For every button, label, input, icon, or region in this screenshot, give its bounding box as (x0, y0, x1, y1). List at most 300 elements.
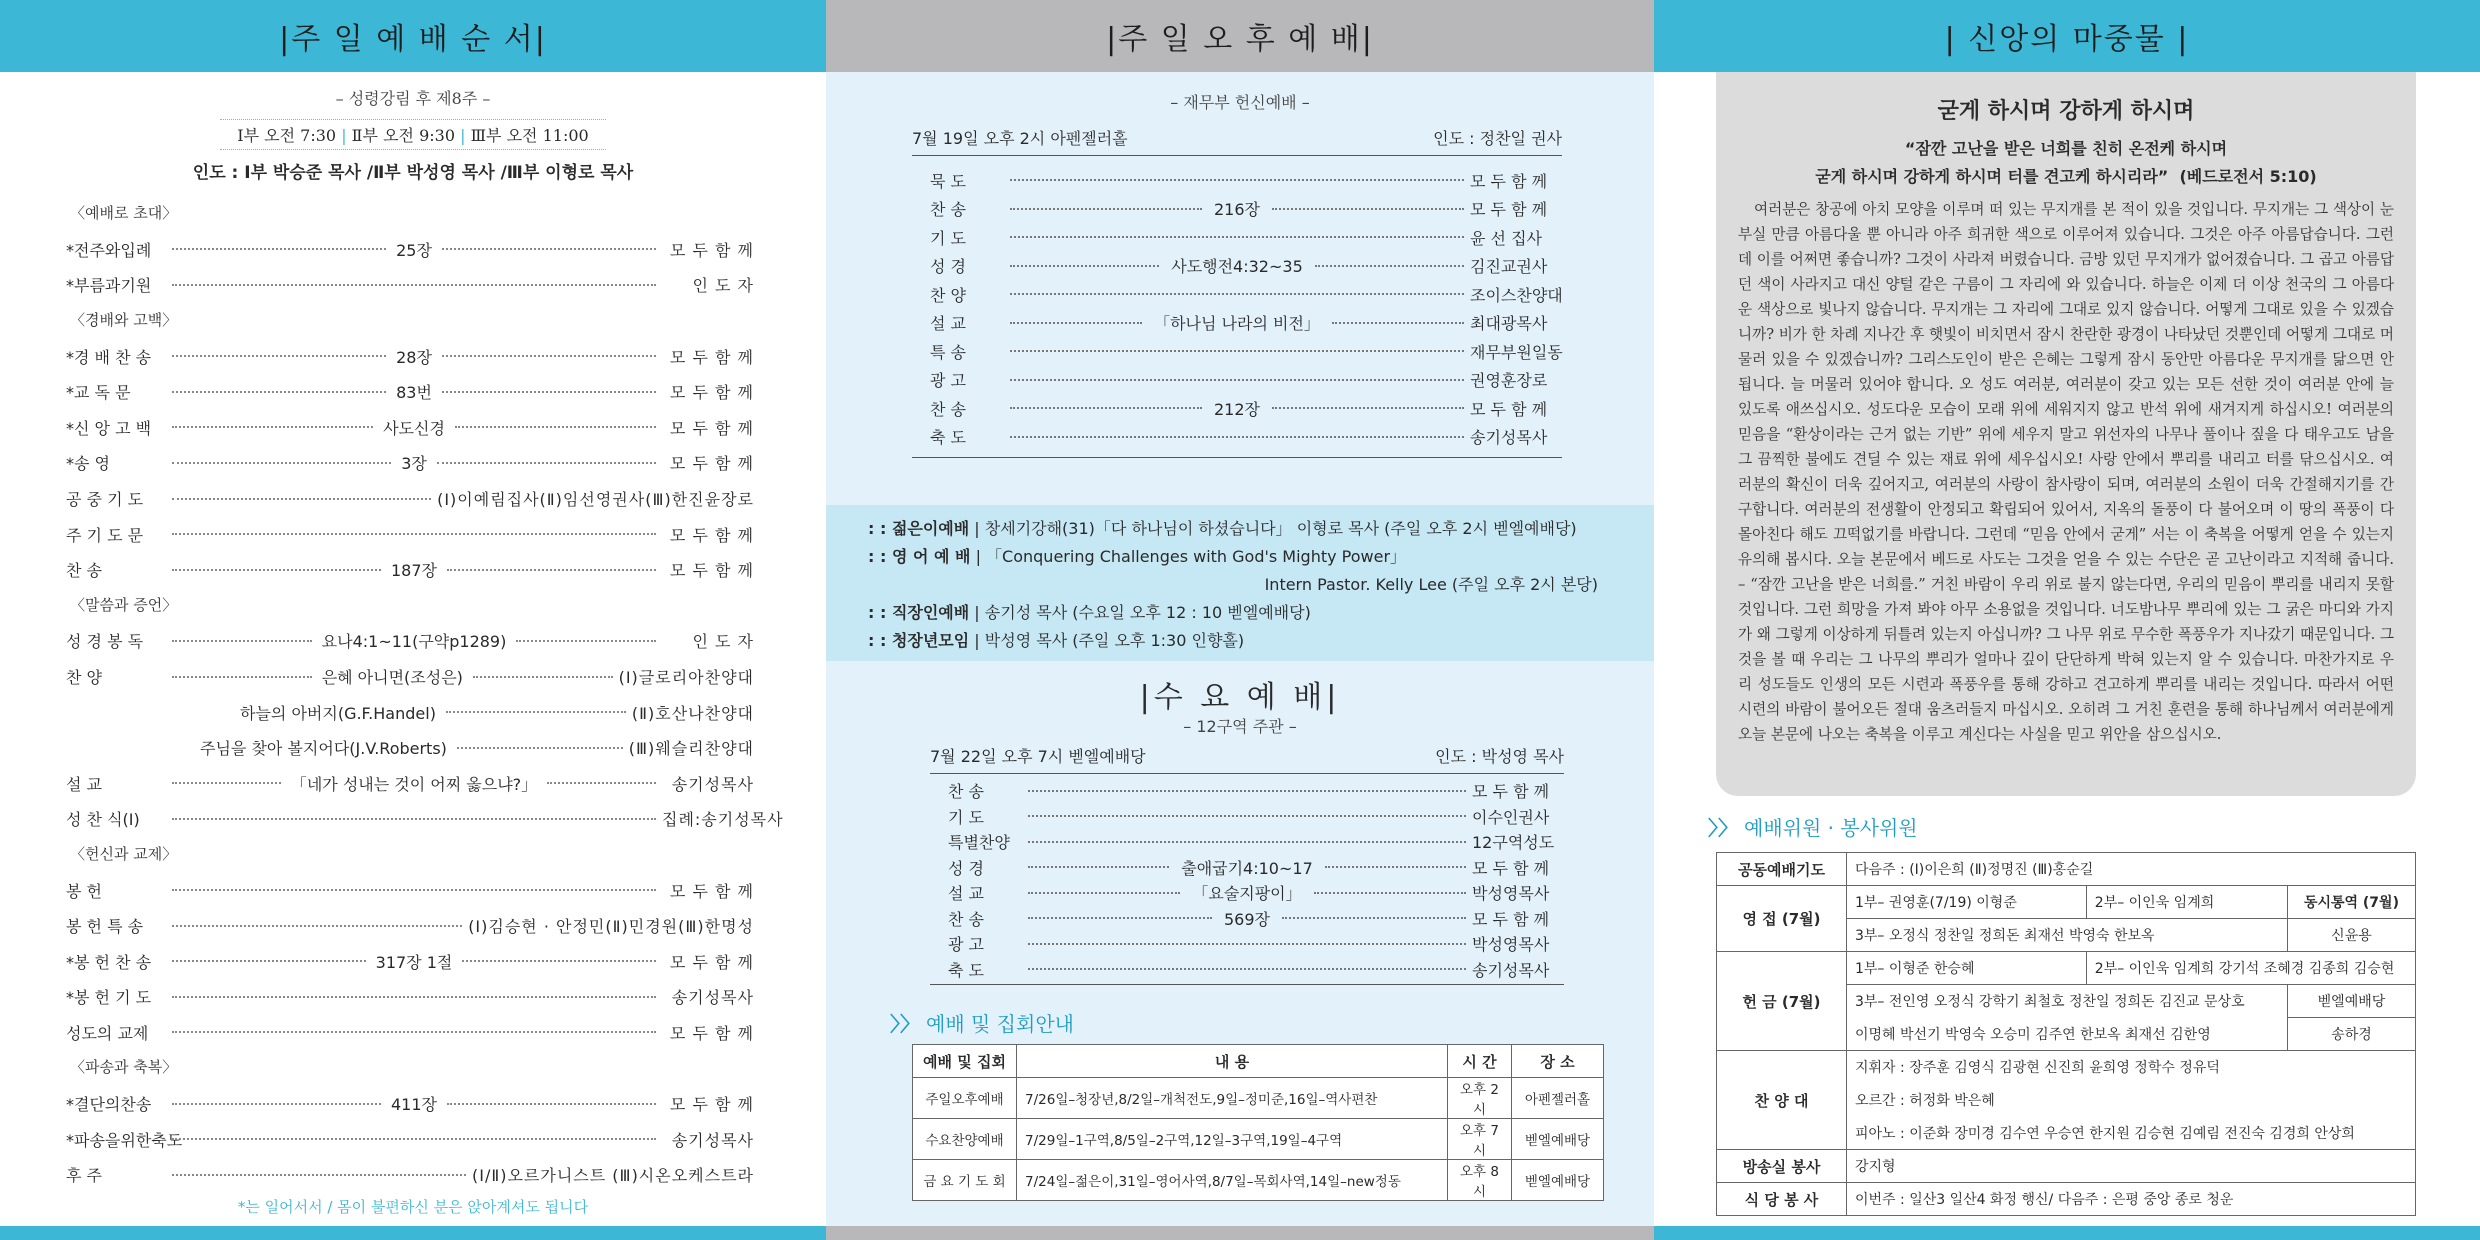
order-detail: 187장 (387, 558, 441, 581)
row-header: 영 접 (7월) (1717, 886, 1847, 952)
col2-footer-bar (826, 1226, 1654, 1240)
dotted-leader (172, 782, 281, 784)
order-person: 모 두 함 께 (1470, 200, 1548, 220)
dotted-leader (1028, 892, 1180, 894)
section-heading: 〈경배와 고백〉 (70, 310, 178, 329)
order-label: 성 경 (930, 257, 966, 277)
wednesday-order (930, 744, 1564, 985)
table-cell: 7/24일–젊은이,31일–영어사역,8/7일–목회사역,14일–new정동 (1017, 1160, 1448, 1201)
order-row (66, 232, 754, 268)
row-value: 오르간 : 허정화 박은혜 (1847, 1084, 2416, 1117)
row-value: 벧엘예배당 (2287, 985, 2415, 1018)
row-value: 지휘자 : 장주훈 김영식 김광현 신진희 윤희영 정학수 정유덕 (1847, 1051, 2416, 1084)
order-person: 모 두 함 께 (669, 1023, 754, 1043)
dotted-leader (1272, 208, 1464, 210)
divider (930, 984, 1564, 985)
table-cell: 오후 8시 (1448, 1160, 1512, 1201)
row-value: 2부– 이인욱 임계희 (2086, 886, 2287, 919)
table-header-row (913, 1045, 1604, 1078)
order-label: 설 교 (66, 774, 102, 794)
order-detail: 「요술지팡이」 (1192, 884, 1302, 904)
service-info-line (868, 515, 1654, 543)
dotted-leader (442, 248, 656, 250)
order-row (66, 374, 754, 410)
order-list (66, 196, 784, 1193)
order-row (912, 223, 1562, 252)
dotted-leader (172, 462, 391, 464)
table-cell: 벧엘예배당 (1512, 1119, 1604, 1160)
col3-footer-bar (1654, 1226, 2480, 1240)
table-header: 시 간 (1448, 1045, 1512, 1078)
dotted-leader (1010, 379, 1464, 381)
service-name: : : 젊은이예배 (868, 519, 970, 538)
wednesday-date: 7월 22일 오후 7시 벧엘예배당 (930, 747, 1146, 766)
order-row (66, 979, 754, 1015)
service-detail: | 박성영 목사 (주일 오후 1:30 인향홀) (969, 631, 1245, 650)
table-row (1717, 853, 2416, 886)
order-detail: 요나4:1~11(구약p1289) (318, 629, 511, 652)
guide-table (912, 1044, 1604, 1201)
order-row (930, 804, 1564, 830)
order-detail: 569장 (1224, 909, 1270, 929)
section-heading: 〈말씀과 증언〉 (70, 595, 178, 614)
dotted-leader (1315, 265, 1464, 267)
order-detail: 하늘의 아버지(G.F.Handel) (236, 701, 440, 724)
order-label: *봉 헌 찬 송 (66, 952, 152, 972)
order-detail: 사도행전4:32~35 (1171, 257, 1303, 277)
dotted-leader (1028, 841, 1466, 843)
wednesday-subtitle: – 12구역 주관 – (1183, 717, 1297, 736)
order-person: 모 두 함 께 (1470, 399, 1548, 419)
order-person: 모 두 함 께 (1472, 858, 1550, 878)
order-detail: 83번 (392, 380, 436, 403)
order-person: 송기성목사 (1470, 428, 1548, 448)
order-detail: 411장 (387, 1092, 441, 1115)
dotted-leader (1010, 407, 1202, 409)
row-value: 1부– 이형준 한승혜 (1847, 952, 2087, 985)
devotional-title: 굳게 하시며 강하게 하시며 (1937, 99, 2195, 124)
devotional-quote (1738, 135, 2394, 191)
order-person: 송기성목사 (671, 1130, 754, 1150)
order-row (912, 394, 1562, 423)
dotted-leader (172, 426, 373, 428)
order-person: 모 두 함 께 (669, 561, 754, 581)
dotted-leader (1010, 350, 1464, 352)
dotted-leader (442, 391, 656, 393)
order-label: 축 도 (930, 428, 966, 448)
order-person: 인 도 자 (692, 276, 754, 296)
dotted-leader (172, 391, 386, 393)
order-person: 이수인권사 (1472, 807, 1550, 827)
order-row (66, 445, 754, 481)
order-label: 특 송 (930, 342, 966, 362)
separator: | (341, 126, 352, 145)
col1-title: |주 일 예 배 순 서| (0, 0, 826, 72)
order-label: 봉 헌 특 송 (66, 917, 144, 937)
dotted-leader (547, 782, 656, 784)
order-label: 후 주 (66, 1166, 102, 1186)
dotted-leader (455, 426, 656, 428)
row-value: 강지형 (1847, 1150, 2416, 1183)
row-value: 1부– 권영훈(7/19) 이형준 (1847, 886, 2087, 919)
order-person: 모 두 함 께 (669, 881, 754, 901)
table-cell: 금 요 기 도 회 (913, 1160, 1017, 1201)
staff-title-text: 예배위원 · 봉사위원 (1744, 816, 1918, 840)
dotted-leader (442, 355, 656, 357)
afternoon-date: 7월 19일 오후 2시 아펜젤러홀 (912, 129, 1128, 148)
order-row (66, 1121, 754, 1157)
row-header: 찬 양 대 (1717, 1051, 1847, 1150)
dotted-leader (1028, 943, 1466, 945)
col2-subtitle: – 재무부 헌신예배 – (1170, 93, 1310, 112)
order-person: 박성영목사 (1472, 935, 1550, 955)
order-row (930, 931, 1564, 957)
devotional-body: 여러분은 창공에 아치 모양을 이루며 떠 있는 무지개를 본 적이 있을 것입니다. 무지개는 그 색상이 눈부실 만큼 아름다울 뿐 아니라 아주 희귀한 색으로 이루어져 있습니다. 그것은 아주 아름답습니다. 그런데 이를 어쩌면 좋습니까? 그것이 사라져 버렸습니다. 금방 있던 무지개가 없어졌습니다. 그 곱고 아름답던 색이 사라지고 대신 양털 같은 구름이 그 자리에 와 있습니다. 하늘은 이제 더 이상 천국의 그 아름다운 색상으로 빛나지 않습니다. 무지개는 그 자리에 그대로 있지 않습니다. 어떻게 그대로 있을 수 있겠습니까? 비가 한 차례 지나간 후 햇빛이 비치면서 잠시 찬란한 광경이 나타났던 것뿐인데 어떻게 그대로 머물러 있을 수 있겠습니까? 그리스도인이 받은 은혜는 그렇게 잠시 동안만 아름다운 무지개를 닮으면 안 됩니다. 늘 머물러 있어야 합니다. 오 성도 여러분, 여러분이 갖고 있는 모든 선한 것이 여러분 안에 늘 있도록 애쓰십시오. 성도다운 모습이 모래 위에 세워지지 않고 반석 위에 새겨지게 하십시오! 여러분의 믿음을 “환상이라는 근거 없는 기반” 위에 세우지 말고 위선자의 나무나 풀이나 짚을 다 태우고도 남을 그 끔찍한 불에도 견딜 수 있는 재료 위에 세우십시오! 사랑 안에서 뿌리를 내리고 터를 닦으십시오. 여러분의 확신이 더욱 깊어지고, 여러분의 사랑이 참사랑이 되며, 여러분의 소원이 더욱 간절해지기를 간구합니다. 여러분의 전생활이 안정되고 확립되어 있어서, 지옥의 돌풍이 다 불어오며 이 땅의 폭풍이 다 몰아친다 해도 끄떡없기를 바랍니다. 그런데 “믿음 안에서 굳게” 서는 이 축복을 어떻게 얻을 수 있는지 유의해 봅시다. 오늘 본문에서 베드로 사도는 그것을 얻을 수 있는 수단은 곧 고난이라고 지적해 줍니다. – “잠깐 고난을 받은 너희를.” 거친 바람이 우리 위로 불지 않는다면, 우리의 믿음이 뿌리를 내리지 못할 것입니다. 그런 희망을 가져 봐야 아무 소용없을 것입니다. 너도밤나무 뿌리에 있는 그 굵은 마디와 가지가 왜 그렇게 이상하게 뒤틀려 있는지 아십니까? 그 나무 위로 무수한 폭풍우가 지나갔기 때문입니다. 그것을 볼 때 우리는 그 나무의 뿌리가 얼마나 깊이 단단하게 박혀 있는지 알 수 있습니다. 마찬가지로 우리 성도들도 인생의 모든 시련과 폭풍우를 통해 강하고 견고하게 뿌리를 내리는 것입니다. 따라서 어떤 시련의 바람이 불어오든 절대 움츠러들지 마십시오. 오히려 그 거친 훈련을 통해 하나님께서 여러분에게 오늘 본문에 나오는 축복을 이루고 계신다는 사실을 믿고 위안을 삼으십시오. (1738, 201, 2394, 743)
table-row (1717, 952, 2416, 985)
order-person: 송기성목사 (671, 774, 754, 794)
row-value: 3부– 전인영 오정식 강학기 최철호 정찬일 정희돈 김진교 문상호 (1847, 985, 2288, 1018)
dotted-leader (172, 1031, 656, 1033)
order-label: *신 앙 고 백 (66, 418, 152, 438)
order-label: 찬 양 (930, 285, 966, 305)
dotted-leader (447, 569, 656, 571)
order-row (912, 337, 1562, 366)
order-detail: 「네가 성내는 것이 어찌 옳으냐?」 (287, 772, 541, 795)
table-row (1717, 1051, 2416, 1084)
order-person: 모 두 함 께 (669, 1095, 754, 1115)
double-chevron-icon: 〉〉 (1708, 816, 1738, 840)
order-label: 성 경 봉 독 (66, 632, 144, 652)
afternoon-order (912, 126, 1562, 458)
separator: | (460, 126, 471, 145)
standing-note: *는 일어서서 / 몸이 불편하신 분은 앉아계셔도 됩니다 (237, 1198, 589, 1216)
dotted-leader (1028, 815, 1466, 817)
order-label: 묵 도 (930, 171, 966, 191)
row-value: 다음주 : (Ⅰ)이은희 (Ⅱ)정명진 (Ⅲ)홍순길 (1847, 853, 2416, 886)
table-row (913, 1119, 1604, 1160)
quote-line-1: “잠깐 고난을 받은 너희를 친히 온전케 하시며 (1904, 139, 2228, 158)
order-person: 모 두 함 께 (669, 240, 755, 260)
service-name: : : 청장년모임 (868, 631, 970, 650)
order-person: (Ⅰ/Ⅱ)오르가니스트 (Ⅲ)시온오케스트라 (472, 1166, 754, 1186)
order-label: 찬 양 (66, 668, 102, 688)
order-person: 모 두 함 께 (669, 418, 755, 438)
row-header: 헌 금 (7월) (1717, 952, 1847, 1051)
order-label: 찬 송 (948, 909, 984, 929)
order-detail: 출애굽기4:10~17 (1181, 858, 1313, 878)
order-label: 성 경 (948, 858, 984, 878)
order-person: 송기성목사 (1472, 960, 1550, 980)
order-label: *봉 헌 기 도 (66, 988, 152, 1008)
order-person: 모 두 함 께 (1472, 782, 1550, 802)
col2-title: |주 일 오 후 예 배| (826, 0, 1654, 72)
order-person: 조이스찬양대 (1470, 285, 1563, 305)
order-detail: 주님을 찾아 볼지어다(J.V.Roberts) (196, 736, 451, 759)
order-detail: 사도신경 (379, 416, 449, 439)
order-person: 모 두 함 께 (669, 383, 755, 403)
order-row (66, 766, 754, 802)
worship-order-column (0, 0, 826, 1240)
order-row (66, 410, 754, 446)
dotted-leader (1010, 293, 1464, 295)
order-row (66, 908, 754, 944)
order-person: 윤 선 집사 (1470, 228, 1542, 248)
row-value: 이번주 : 일산3 일산4 화정 행신/ 다음주 : 은평 중앙 종로 청운 (1847, 1183, 2416, 1216)
dotted-leader (516, 640, 656, 642)
row-value: 3부– 오정식 정찬일 정희돈 최재선 박영숙 한보옥 (1847, 919, 2288, 952)
order-row (66, 516, 754, 552)
order-label: 찬 송 (66, 561, 102, 581)
dotted-leader (172, 355, 386, 357)
order-row (66, 267, 754, 303)
order-person: 재무부원일동 (1470, 342, 1563, 362)
wednesday-leader: 인도 : 박성영 목사 (1435, 747, 1564, 766)
service-time-1: Ⅰ부 오전 7:30 (237, 126, 337, 145)
section-heading: 〈파송과 축복〉 (70, 1058, 178, 1077)
service-info-line (868, 599, 1654, 627)
order-detail: 28장 (392, 345, 436, 368)
order-row (912, 366, 1562, 395)
order-detail: 317장 1절 (372, 950, 457, 973)
order-person: (Ⅰ)김승현 · 안정민(Ⅱ)민경원(Ⅲ)한명성 (468, 917, 754, 937)
dotted-leader (172, 533, 656, 535)
dotted-leader (447, 1103, 656, 1105)
order-row (66, 943, 754, 979)
order-row (930, 778, 1564, 804)
other-services-band (826, 505, 1654, 661)
order-label: 기 도 (930, 228, 966, 248)
order-label: 광 고 (930, 371, 966, 391)
order-row (66, 338, 754, 374)
dotted-leader (1314, 892, 1466, 894)
table-row (913, 1160, 1604, 1201)
order-label: *송 영 (66, 454, 110, 474)
order-person: 최대광목사 (1470, 314, 1548, 334)
table-row (913, 1078, 1604, 1119)
dotted-leader (172, 284, 656, 286)
order-row (66, 872, 754, 908)
table-cell: 수요찬양예배 (913, 1119, 1017, 1160)
dotted-leader (172, 925, 462, 927)
dotted-leader (1010, 236, 1464, 238)
dotted-leader (1325, 866, 1466, 868)
order-person: 12구역성도 (1472, 833, 1555, 853)
service-times (220, 119, 606, 150)
quote-line-2: 굳게 하시며 강하게 하시며 터를 견고케 하시리라” (1815, 167, 2169, 186)
divider (912, 457, 1562, 458)
row-value: 이명혜 박선기 박영숙 오승미 김주연 한보옥 최재선 김한영 (1847, 1018, 2288, 1051)
order-person: (Ⅰ)이예림집사(Ⅱ)임선영권사(Ⅲ)한진윤장로 (437, 490, 754, 510)
service-detail: | 「Conquering Challenges with God's Mighty Power」 (970, 547, 1407, 566)
order-label: 기 도 (948, 807, 984, 827)
staff-section-title (1708, 812, 1918, 841)
service-leaders: 인도 : Ⅰ부 박승준 목사 /Ⅱ부 박성영 목사 /Ⅲ부 이형로 목사 (192, 163, 634, 183)
service-time-2: Ⅱ부 오전 9:30 (351, 126, 456, 145)
order-detail: 은혜 아니면(조성은) (318, 665, 467, 688)
wednesday-order-list (930, 774, 1564, 982)
service-name: : : 영 어 예 배 (868, 547, 971, 566)
order-person: 인 도 자 (692, 632, 755, 652)
order-row (912, 166, 1562, 195)
guide-table-body (913, 1078, 1604, 1201)
order-label: 설 교 (948, 884, 984, 904)
row-header: 방송실 봉사 (1717, 1150, 1847, 1183)
row-value: 동시통역 (7월) (2287, 886, 2415, 919)
order-row (66, 481, 754, 517)
dotted-leader (172, 498, 431, 500)
quote-reference: (베드로전서 5:10) (2179, 167, 2317, 186)
order-detail: 216장 (1214, 200, 1260, 220)
order-person: (Ⅱ)호산나찬양대 (631, 703, 754, 723)
dotted-leader (172, 1138, 656, 1140)
dotted-leader (1010, 265, 1159, 267)
order-row (912, 195, 1562, 224)
order-detail: 25장 (392, 238, 436, 261)
order-label: *경 배 찬 송 (66, 347, 152, 367)
table-header: 내 용 (1017, 1045, 1448, 1078)
table-row (1717, 1150, 2416, 1183)
dotted-leader (1028, 866, 1169, 868)
staff-table (1716, 852, 2416, 1216)
order-row (930, 880, 1564, 906)
section-heading: 〈예배로 초대〉 (70, 204, 178, 222)
table-header: 예배 및 집회 (913, 1045, 1017, 1078)
wednesday-title: |수 요 예 배| (1139, 680, 1341, 715)
order-label: 광 고 (948, 935, 984, 955)
order-person: 모 두 함 께 (1470, 171, 1548, 191)
order-row (912, 252, 1562, 281)
section-heading: 〈헌신과 교제〉 (70, 844, 178, 863)
dotted-leader (1010, 208, 1202, 210)
order-person: 모 두 함 께 (669, 952, 754, 972)
service-detail: Intern Pastor. Kelly Lee (주일 오후 2시 본당) (1264, 575, 1598, 594)
dotted-leader (172, 996, 656, 998)
order-label: *교 독 문 (66, 383, 131, 403)
devotional-card (1716, 72, 2416, 796)
order-row (66, 1015, 754, 1051)
afternoon-meta (912, 126, 1562, 156)
order-row (912, 309, 1562, 338)
table-cell: 주일오후예배 (913, 1078, 1017, 1119)
order-label: *결단의찬송 (66, 1095, 152, 1115)
order-row (930, 855, 1564, 881)
table-cell: 아펜젤러홀 (1512, 1078, 1604, 1119)
row-header: 식 당 봉 사 (1717, 1183, 1847, 1216)
table-row (1717, 1183, 2416, 1216)
wednesday-meta (930, 744, 1564, 774)
order-person: 집례:송기성목사 (662, 810, 784, 830)
dotted-leader (172, 676, 312, 678)
dotted-leader (172, 818, 656, 820)
order-label: 설 교 (930, 314, 966, 334)
dotted-leader (1010, 436, 1464, 438)
dotted-leader (446, 711, 626, 713)
service-detail: | 송기성 목사 (수요일 오후 12 : 10 벧엘예배당) (969, 603, 1311, 622)
dotted-leader (437, 462, 656, 464)
order-detail: 「하나님 나라의 비전」 (1154, 314, 1320, 334)
order-label: *파송을위한축도 (66, 1130, 183, 1150)
order-label: 찬 송 (930, 200, 966, 220)
order-person: 모 두 함 께 (669, 525, 754, 545)
dotted-leader (1028, 790, 1466, 792)
order-row (66, 730, 754, 766)
order-label: 주 기 도 문 (66, 525, 144, 545)
table-cell: 오후 2시 (1448, 1078, 1512, 1119)
table-cell: 7/29일–1구역,8/5일–2구역,12일–3구역,19일–4구역 (1017, 1119, 1448, 1160)
order-label: 찬 송 (948, 782, 984, 802)
order-row (930, 906, 1564, 932)
dotted-leader (1028, 968, 1466, 970)
order-person: 모 두 함 께 (669, 454, 755, 474)
dotted-leader (1282, 917, 1466, 919)
dotted-leader (1010, 179, 1464, 181)
double-chevron-icon: 〉〉 (890, 1012, 920, 1036)
service-info-line (868, 543, 1654, 571)
order-person: (Ⅰ)글로리아찬양대 (618, 668, 754, 688)
order-person: 모 두 함 께 (669, 347, 755, 367)
service-detail: | 창세기강해(31)「다 하나님이 하셨습니다」 이형로 목사 (주일 오후 2시 벧엘예배당) (969, 519, 1577, 538)
row-header: 공동예배기도 (1717, 853, 1847, 886)
dotted-leader (1010, 322, 1142, 324)
dotted-leader (1332, 322, 1464, 324)
order-person: (Ⅲ)웨슬리찬양대 (628, 739, 754, 759)
dotted-leader (172, 1174, 466, 1176)
dotted-leader (172, 640, 312, 642)
order-row (66, 801, 784, 837)
table-cell: 벧엘예배당 (1512, 1160, 1604, 1201)
dotted-leader (172, 889, 656, 891)
order-row (66, 552, 754, 588)
dotted-leader (172, 569, 381, 571)
guide-title-text: 예배 및 집회안내 (926, 1012, 1074, 1036)
row-value: 신윤용 (2287, 919, 2415, 952)
service-info-line (868, 627, 1654, 655)
table-row (1717, 886, 2416, 919)
order-label: *부름과기원 (66, 276, 152, 296)
table-cell: 오후 7시 (1448, 1119, 1512, 1160)
order-row (66, 694, 754, 730)
dotted-leader (1028, 917, 1212, 919)
order-row (912, 423, 1562, 452)
order-row (66, 1086, 754, 1122)
order-label: 특별찬양 (948, 833, 1010, 853)
order-person: 박성영목사 (1472, 884, 1550, 904)
dotted-leader (457, 747, 623, 749)
service-info-line (868, 571, 1654, 599)
service-name: : : 직장인예배 (868, 603, 970, 622)
order-person: 송기성목사 (671, 988, 754, 1008)
order-label: 찬 송 (930, 399, 966, 419)
order-label: 공 중 기 도 (66, 490, 144, 510)
order-row (66, 1157, 754, 1193)
dotted-leader (1272, 407, 1464, 409)
row-value: 2부– 이인욱 임계희 강기석 조혜경 김종희 김승현 (2086, 952, 2415, 985)
order-label: 축 도 (948, 960, 984, 980)
col3-title: | 신앙의 마중물 | (1654, 0, 2480, 72)
order-person: 모 두 함 께 (1472, 909, 1550, 929)
table-header: 장 소 (1512, 1045, 1604, 1078)
afternoon-worship-column (826, 0, 1654, 1240)
guide-section-title (890, 1008, 1074, 1037)
col1-footer-bar (0, 1226, 826, 1240)
order-row (66, 623, 754, 659)
order-row (930, 957, 1564, 983)
order-label: 성 찬 식(Ⅰ) (66, 810, 140, 830)
order-row (912, 280, 1562, 309)
dotted-leader (473, 676, 613, 678)
table-cell: 7/26일–청장년,8/2일–개척전도,9일–정미준,16일–역사편찬 (1017, 1078, 1448, 1119)
afternoon-leader: 인도 : 정찬일 권사 (1433, 129, 1562, 148)
